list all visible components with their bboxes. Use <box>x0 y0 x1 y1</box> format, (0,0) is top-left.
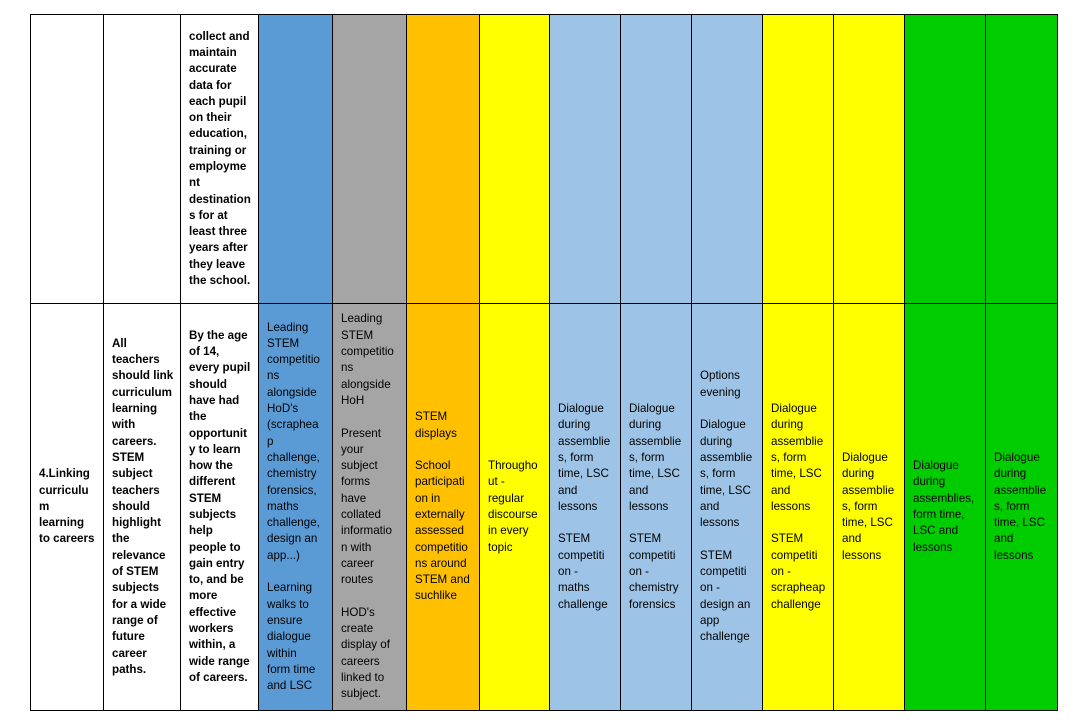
table-row <box>31 304 1058 711</box>
table-cell: By the age of 14, every pupil should have had the opportunit y to learn how the different STEM subjects help people to gain entry to, and be more effective workers within, a wide range of careers. <box>181 304 259 711</box>
table-cell <box>31 15 104 304</box>
table-cell <box>104 15 181 304</box>
table-cell <box>550 15 621 304</box>
table-cell: Dialogue during assemblie s, form time, LSC and lessons STEM competiti on - scrapheap challenge <box>763 304 834 711</box>
table-cell: Dialogue during assemblies, form time, LSC and lessons <box>905 304 986 711</box>
table-cell: Leading STEM competitio ns alongside HoH Present your subject forms have collated informatio n with career routes HOD's create display of careers linked to subject. <box>333 304 407 711</box>
table-cell <box>986 15 1058 304</box>
table-cell: STEM displays School participati on in externally assessed competitio ns around STEM and suchlike <box>407 304 480 711</box>
table-cell: Througho ut - regular discourse in every topic <box>480 304 550 711</box>
table-cell: Leading STEM competitio ns alongside HoD's (scraphea p challenge, chemistry forensics, maths challenge, design an app...) Learning walks to ensure dialogue within form time and LSC <box>259 304 333 711</box>
table-cell <box>692 15 763 304</box>
table-cell <box>834 15 905 304</box>
table-cell: All teachers should link curriculum learning with careers. STEM subject teachers should highlight the relevance of STEM subjects for a wide range of future career paths. <box>104 304 181 711</box>
table-cell: Dialogue during assemblie s, form time, LSC and lessons <box>986 304 1058 711</box>
table-cell-row-heading: 4.Linking curriculu m learning to careers <box>31 304 104 711</box>
table-cell <box>621 15 692 304</box>
table-cell <box>407 15 480 304</box>
table-row <box>31 15 1058 304</box>
table-cell: Dialogue during assemblie s, form time, LSC and lessons <box>834 304 905 711</box>
table-cell <box>259 15 333 304</box>
table-cell: collect and maintain accurate data for each pupil on their education, training or employme nt destination s for at least three years after they leave the school. <box>181 15 259 304</box>
table-cell: Options evening Dialogue during assemblie s, form time, LSC and lessons STEM competiti on - design an app challenge <box>692 304 763 711</box>
table-cell <box>905 15 986 304</box>
table-cell <box>333 15 407 304</box>
table-cell: Dialogue during assemblie s, form time, LSC and lessons STEM competiti on - chemistry forensics <box>621 304 692 711</box>
table-cell: Dialogue during assemblie s, form time, LSC and lessons STEM competiti on - maths challenge <box>550 304 621 711</box>
curriculum-table <box>30 14 1058 711</box>
table-cell <box>480 15 550 304</box>
table-cell <box>763 15 834 304</box>
